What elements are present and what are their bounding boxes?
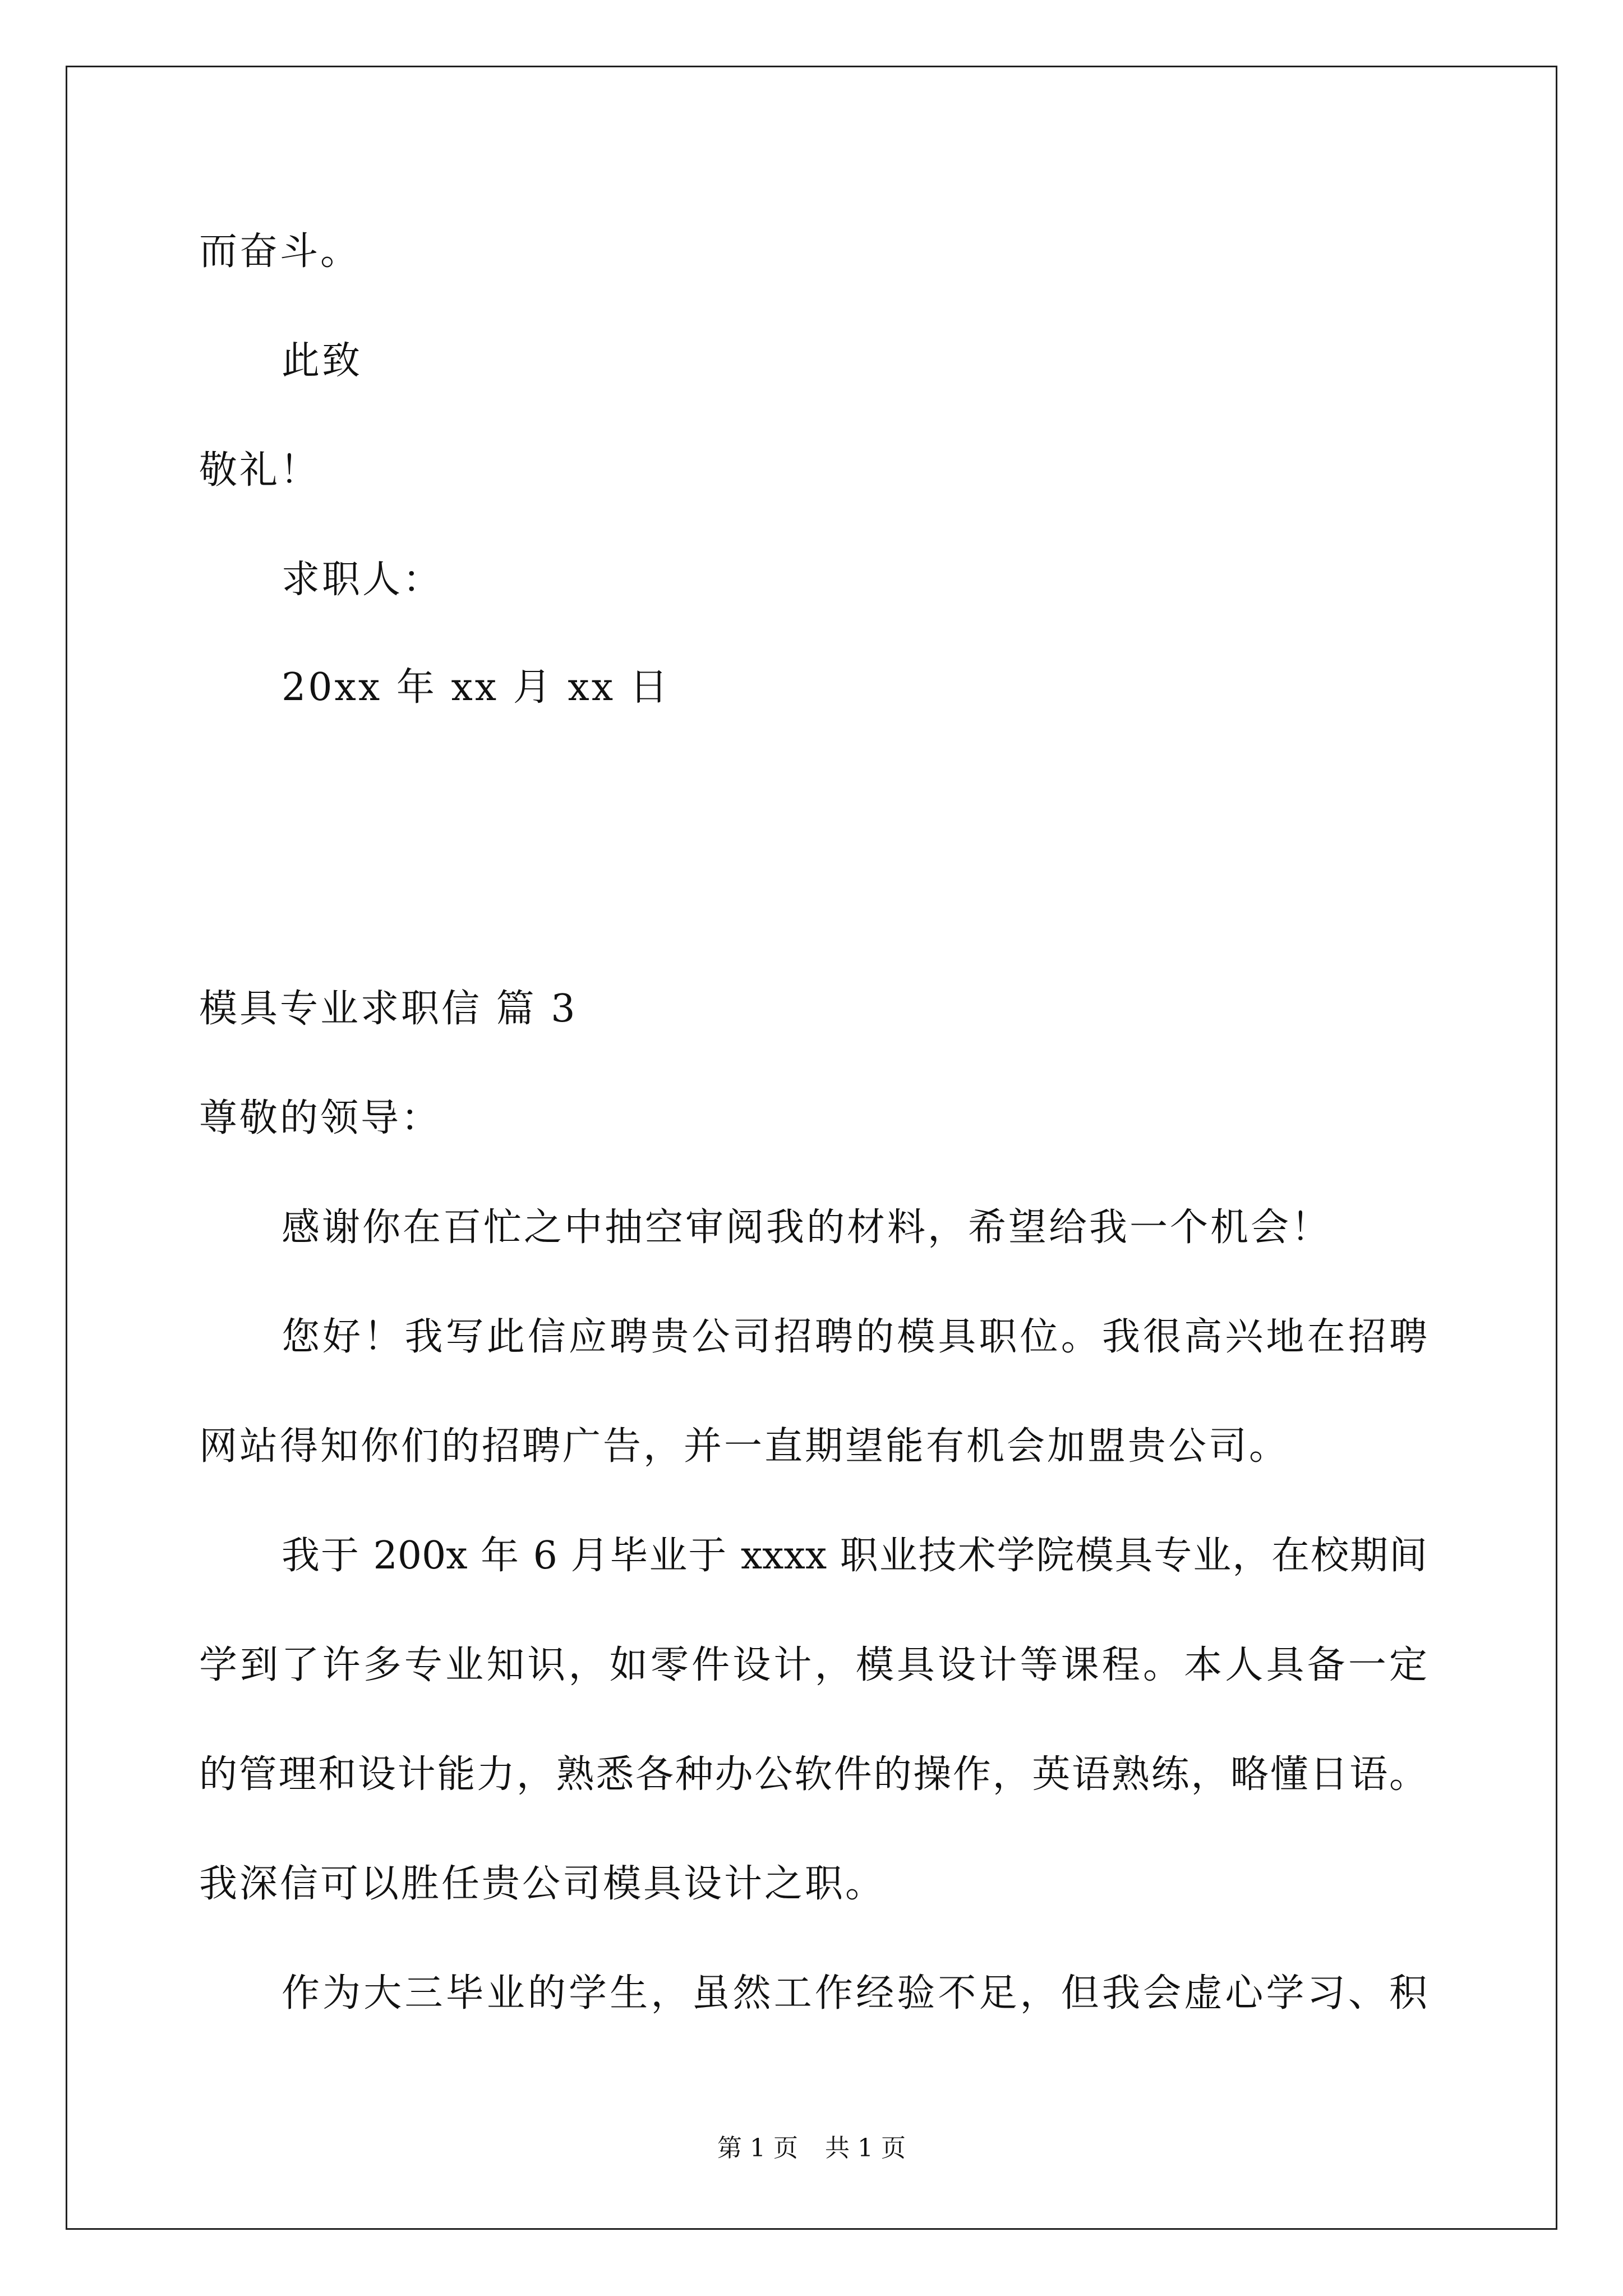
text-line-applicant: 求职人： xyxy=(282,558,444,602)
paragraph-line: 我于 200x 年 6 月毕业于 xxxx 职业技术学院模具专业，在校期间 xyxy=(282,1534,1427,1578)
paragraph-line: 您好！我写此信应聘贵公司招聘的模具职位。我很高兴地在招聘 xyxy=(282,1315,1427,1359)
paragraph-line: 作为大三毕业的学生，虽然工作经验不足，但我会虚心学习、积 xyxy=(282,1971,1427,2016)
paragraph-line: 的管理和设计能力，熟悉各种办公软件的操作，英语熟练，略懂日语。 xyxy=(199,1752,1427,1797)
page-total: 共 1 页 xyxy=(825,2134,906,2162)
paragraph-line: 网站得知你们的招聘广告，并一直期望能有机会加盟贵公司。 xyxy=(199,1424,1290,1469)
text-line-closing-fragment: 而奋斗。 xyxy=(199,229,361,274)
paragraph-line: 学到了许多专业知识，如零件设计，模具设计等课程。本人具备一定 xyxy=(199,1643,1427,1687)
text-line-respect: 敬礼！ xyxy=(199,448,321,493)
text-line-thanks: 感谢你在百忙之中抽空审阅我的材料，希望给我一个机会！ xyxy=(282,1205,1332,1250)
page-footer xyxy=(0,2136,1623,2161)
text-line-greeting: 尊敬的领导： xyxy=(199,1096,442,1140)
paragraph-line: 我深信可以胜任贵公司模具设计之职。 xyxy=(199,1862,886,1906)
section-title: 模具专业求职信 篇 3 xyxy=(199,987,578,1031)
text-line-date: 20xx 年 xx 月 xx 日 xyxy=(282,665,670,710)
text-line-salutation-close: 此致 xyxy=(282,339,363,383)
page-number: 第 1 页 xyxy=(717,2134,798,2162)
